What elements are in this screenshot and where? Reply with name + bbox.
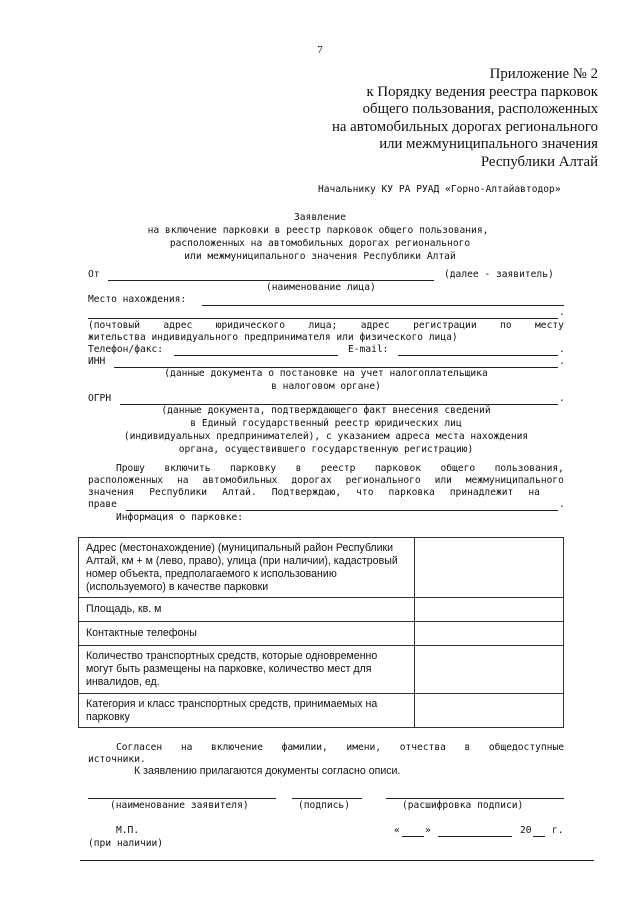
table-cell-label: Категория и класс транспортных средств, принимаемых на парковку — [79, 694, 415, 728]
table-cell-value[interactable] — [415, 622, 564, 646]
date-day-field[interactable] — [402, 836, 424, 837]
appendix-header: Приложение № 2 к Порядку ведения реестра парковок общего пользования, расположенных на автомобильных дорогах регионального или межмуниципального значения Республики Алтай — [331, 66, 598, 170]
table-cell-label: Контактные телефоны — [79, 622, 415, 646]
parking-info-table — [78, 537, 564, 728]
bottom-divider — [80, 860, 594, 861]
from-suffix: (далее - заявитель) — [444, 269, 554, 280]
location-field[interactable] — [202, 305, 564, 306]
stamp-note: (при наличии) — [88, 838, 164, 849]
addressee: Начальнику КУ РА РУАД «Горно-Алтайавтодор» — [318, 184, 561, 195]
info-label: Информация о парковке: — [116, 512, 244, 523]
ogrn-label: ОГРН — [88, 393, 112, 404]
request-line1: Прошу включить парковку в реестр парковок общего пользования, — [116, 463, 564, 474]
inn-caption: (данные документа о постановке на учет налогоплательщика в налоговом органе) — [164, 368, 488, 392]
applicant-name-caption: (наименование заявителя) — [110, 800, 249, 811]
table-cell-label: Количество транспортных средств, которые одновременно могут быть размещены на парковке, количество мест для инвалидов, ед. — [79, 646, 415, 694]
request-line2: расположенных на автомобильных дорогах регионального или межмуниципального — [88, 475, 564, 486]
application-title: Заявление — [294, 212, 346, 223]
date-month-field[interactable] — [438, 836, 512, 837]
table-row — [79, 598, 564, 622]
appendix-title: Приложение № 2 — [489, 66, 598, 82]
year-suffix: г. — [552, 825, 564, 836]
table-row — [79, 694, 564, 728]
email-field[interactable] — [398, 355, 558, 356]
attachments-note: К заявлению прилагаются документы согласно описи. — [134, 765, 401, 777]
table-row — [79, 646, 564, 694]
application-heading: Заявление на включение парковки в реестр парковок общего пользования, расположенных на автомобильных дорогах регионального или межмуниципального значения Республики Алтай — [0, 211, 640, 263]
date-quote-close: » — [425, 825, 431, 836]
phone-field[interactable] — [174, 355, 338, 356]
from-caption: (наименование лица) — [266, 282, 376, 293]
table-row — [79, 538, 564, 598]
page-number: 7 — [317, 44, 323, 56]
table-cell-value[interactable] — [415, 538, 564, 598]
table-cell-label: Площадь, кв. м — [79, 598, 415, 622]
right-label: праве — [88, 499, 117, 510]
consent-line2: источники. — [88, 754, 146, 765]
consent-line1: Согласен на включение фамилии, имени, отчества в общедоступные — [116, 742, 564, 753]
stamp-label: М.П. — [116, 825, 140, 836]
address-caption: (почтовый адрес юридического лица; адрес регистрации по месту — [88, 320, 564, 331]
inn-label: ИНН — [88, 356, 106, 367]
address-caption-line2: жительства индивидуального предпринимателя или физического лица) — [88, 332, 458, 343]
table-cell-value[interactable] — [415, 694, 564, 728]
table-row — [79, 622, 564, 646]
from-label: От — [88, 269, 100, 280]
signature-decode-caption: (расшифровка подписи) — [402, 800, 524, 811]
table-cell-label: Адрес (местонахождение) (муниципальный район Республики Алтай, км + м (лево, право), улица (при наличии), кадастровый номер объекта, предполагаемого к использованию (используемого) в качестве парковки — [79, 538, 415, 598]
table-cell-value[interactable] — [415, 598, 564, 622]
date-year-field[interactable] — [533, 836, 545, 837]
request-line3: значения Республики Алтай. Подтверждаю, что парковка принадлежит на — [88, 487, 540, 498]
email-label: E-mail: — [348, 344, 389, 355]
table-cell-value[interactable] — [415, 646, 564, 694]
phone-label: Телефон/факс: — [88, 344, 164, 355]
date-quote-open: « — [394, 825, 400, 836]
signature-caption: (подпись) — [298, 800, 350, 811]
ogrn-caption: (данные документа, подтверждающего факт внесения сведений в Единый государственный реестр юридических лиц (индивидуальных предпринимателей), с указанием адреса места нахождения органа, осуществившего государственную регистрацию) — [123, 405, 529, 455]
year-prefix: 20 — [520, 825, 532, 836]
location-label: Место нахождения: — [88, 294, 187, 305]
